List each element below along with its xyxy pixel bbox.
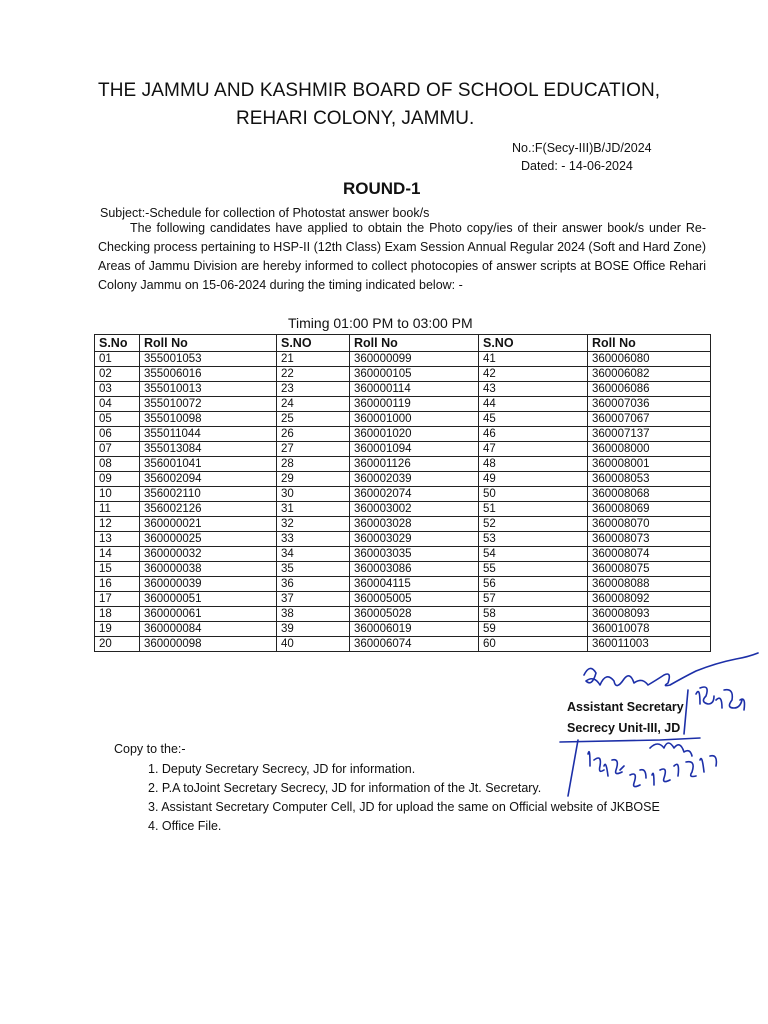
serial-number-cell: 18	[95, 607, 140, 622]
serial-number-cell: 26	[277, 427, 350, 442]
roll-number-cell: 360003028	[350, 517, 479, 532]
roll-number-cell: 360000032	[140, 547, 277, 562]
serial-number-cell: 58	[479, 607, 588, 622]
roll-number-cell: 360000038	[140, 562, 277, 577]
serial-number-cell: 08	[95, 457, 140, 472]
serial-number-cell: 40	[277, 637, 350, 652]
round-heading: ROUND-1	[343, 179, 421, 198]
roll-number-cell: 360001020	[350, 427, 479, 442]
column-header: Roll No	[588, 335, 711, 352]
serial-number-cell: 23	[277, 382, 350, 397]
serial-number-cell: 48	[479, 457, 588, 472]
serial-number-cell: 47	[479, 442, 588, 457]
roll-number-cell: 360006074	[350, 637, 479, 652]
column-header: Roll No	[140, 335, 277, 352]
roll-number-cell: 360006080	[588, 352, 711, 367]
serial-number-cell: 11	[95, 502, 140, 517]
roll-number-cell: 360000084	[140, 622, 277, 637]
serial-number-cell: 25	[277, 412, 350, 427]
roll-number-cell: 360011003	[588, 637, 711, 652]
roll-number-cell: 360008000	[588, 442, 711, 457]
roll-number-cell: 360006019	[350, 622, 479, 637]
roll-number-cell: 355010013	[140, 382, 277, 397]
roll-number-cell: 360008053	[588, 472, 711, 487]
roll-number-cell: 360008068	[588, 487, 711, 502]
serial-number-cell: 55	[479, 562, 588, 577]
roll-number-cell: 355006016	[140, 367, 277, 382]
roll-number-cell: 360004115	[350, 577, 479, 592]
roll-number-cell: 360008001	[588, 457, 711, 472]
roll-number-cell: 360007036	[588, 397, 711, 412]
roll-number-cell: 360003035	[350, 547, 479, 562]
serial-number-cell: 52	[479, 517, 588, 532]
roll-number-cell: 360006082	[588, 367, 711, 382]
roll-number-cell: 360000061	[140, 607, 277, 622]
roll-number-cell: 360006086	[588, 382, 711, 397]
serial-number-cell: 30	[277, 487, 350, 502]
serial-number-cell: 33	[277, 532, 350, 547]
signatory-unit: Secrecy Unit-III, JD	[567, 721, 681, 735]
serial-number-cell: 12	[95, 517, 140, 532]
serial-number-cell: 36	[277, 577, 350, 592]
serial-number-cell: 53	[479, 532, 588, 547]
roll-number-cell: 360008075	[588, 562, 711, 577]
serial-number-cell: 43	[479, 382, 588, 397]
column-header: S.NO	[479, 335, 588, 352]
roll-number-cell: 360005028	[350, 607, 479, 622]
serial-number-cell: 28	[277, 457, 350, 472]
serial-number-cell: 44	[479, 397, 588, 412]
serial-number-cell: 45	[479, 412, 588, 427]
board-name: THE JAMMU AND KASHMIR BOARD OF SCHOOL EDUCATION,	[98, 80, 661, 101]
roll-number-cell: 360003086	[350, 562, 479, 577]
roll-number-cell: 360007137	[588, 427, 711, 442]
serial-number-cell: 20	[95, 637, 140, 652]
list-item: 4. Office File.	[148, 819, 222, 833]
serial-number-cell: 17	[95, 592, 140, 607]
timing-line: Timing 01:00 PM to 03:00 PM	[288, 315, 473, 331]
roll-number-cell: 360000098	[140, 637, 277, 652]
issue-date: Dated: - 14-06-2024	[521, 159, 633, 173]
board-address: REHARI COLONY, JAMMU.	[236, 108, 475, 129]
roll-number-cell: 360000039	[140, 577, 277, 592]
serial-number-cell: 01	[95, 352, 140, 367]
serial-number-cell: 60	[479, 637, 588, 652]
signature-stroke	[584, 653, 758, 686]
roll-number-cell: 356002126	[140, 502, 277, 517]
serial-number-cell: 22	[277, 367, 350, 382]
roll-number-cell: 360008073	[588, 532, 711, 547]
serial-number-cell: 16	[95, 577, 140, 592]
roll-number-cell: 360010078	[588, 622, 711, 637]
roll-number-cell: 360008074	[588, 547, 711, 562]
roll-number-cell: 360000021	[140, 517, 277, 532]
roll-number-cell: 355010072	[140, 397, 277, 412]
subject-line: Subject:-Schedule for collection of Photostat answer book/s	[100, 206, 430, 220]
serial-number-cell: 49	[479, 472, 588, 487]
serial-number-cell: 05	[95, 412, 140, 427]
serial-number-cell: 03	[95, 382, 140, 397]
serial-number-cell: 21	[277, 352, 350, 367]
roll-number-cell: 360008093	[588, 607, 711, 622]
roll-number-cell: 360007067	[588, 412, 711, 427]
serial-number-cell: 41	[479, 352, 588, 367]
serial-number-cell: 27	[277, 442, 350, 457]
list-item: 3. Assistant Secretary Computer Cell, JD for upload the same on Official website of JKBOSE	[148, 800, 660, 814]
signature-stroke	[560, 738, 700, 742]
serial-number-cell: 32	[277, 517, 350, 532]
signature-stroke	[684, 687, 745, 734]
roll-number-cell: 360008092	[588, 592, 711, 607]
column-header: S.NO	[277, 335, 350, 352]
column-header: Roll No	[350, 335, 479, 352]
roll-number-cell: 356002110	[140, 487, 277, 502]
roll-number-cell: 360002074	[350, 487, 479, 502]
serial-number-cell: 35	[277, 562, 350, 577]
roll-number-cell: 355010098	[140, 412, 277, 427]
serial-number-cell: 39	[277, 622, 350, 637]
copy-to-heading: Copy to the:-	[114, 742, 186, 756]
roll-number-cell: 360000119	[350, 397, 479, 412]
roll-number-cell: 360002039	[350, 472, 479, 487]
serial-number-cell: 50	[479, 487, 588, 502]
roll-number-cell: 360000099	[350, 352, 479, 367]
serial-number-cell: 57	[479, 592, 588, 607]
roll-number-cell: 360000114	[350, 382, 479, 397]
serial-number-cell: 13	[95, 532, 140, 547]
serial-number-cell: 02	[95, 367, 140, 382]
list-item: 1. Deputy Secretary Secrecy, JD for information.	[148, 762, 416, 776]
serial-number-cell: 56	[479, 577, 588, 592]
roll-number-cell: 355013084	[140, 442, 277, 457]
roll-number-cell: 360008070	[588, 517, 711, 532]
serial-number-cell: 14	[95, 547, 140, 562]
serial-number-cell: 59	[479, 622, 588, 637]
serial-number-cell: 31	[277, 502, 350, 517]
serial-number-cell: 04	[95, 397, 140, 412]
roll-number-cell: 356002094	[140, 472, 277, 487]
roll-number-cell: 360001126	[350, 457, 479, 472]
signatory-title: Assistant Secretary	[567, 700, 684, 714]
serial-number-cell: 51	[479, 502, 588, 517]
roll-number-cell: 360000025	[140, 532, 277, 547]
roll-number-cell: 360000105	[350, 367, 479, 382]
signature-stroke	[652, 756, 716, 785]
roll-number-cell: 360008069	[588, 502, 711, 517]
serial-number-cell: 19	[95, 622, 140, 637]
signature-stroke	[568, 740, 646, 796]
serial-number-cell: 29	[277, 472, 350, 487]
reference-number: No.:F(Secy-III)B/JD/2024	[512, 141, 652, 155]
serial-number-cell: 10	[95, 487, 140, 502]
roll-number-cell: 356001041	[140, 457, 277, 472]
roll-number-cell: 360001094	[350, 442, 479, 457]
serial-number-cell: 09	[95, 472, 140, 487]
roll-number-cell: 360003002	[350, 502, 479, 517]
serial-number-cell: 46	[479, 427, 588, 442]
roll-number-cell: 360001000	[350, 412, 479, 427]
column-header: S.No	[95, 335, 140, 352]
roll-number-cell: 360003029	[350, 532, 479, 547]
roll-number-cell: 360000051	[140, 592, 277, 607]
serial-number-cell: 37	[277, 592, 350, 607]
serial-number-cell: 15	[95, 562, 140, 577]
serial-number-cell: 42	[479, 367, 588, 382]
roll-number-cell: 355001053	[140, 352, 277, 367]
serial-number-cell: 54	[479, 547, 588, 562]
roll-number-cell: 355011044	[140, 427, 277, 442]
roll-number-cell: 360005005	[350, 592, 479, 607]
body-paragraph: The following candidates have applied to obtain the Photo copy/ies of their answer book/s under Re-Checking process pertaining to HSP-II (12th Class) Exam Session Annual Regular 2024 (Soft and Hard Zone) Areas of Jammu Division are hereby informed to collect photocopies of answer scripts at BOSE Office Rehari Colony Jammu on 15-06-2024 during the timing indicated below: -	[98, 221, 706, 292]
serial-number-cell: 07	[95, 442, 140, 457]
serial-number-cell: 24	[277, 397, 350, 412]
signature-stroke	[650, 743, 692, 756]
serial-number-cell: 06	[95, 427, 140, 442]
roll-number-cell: 360008088	[588, 577, 711, 592]
serial-number-cell: 34	[277, 547, 350, 562]
list-item: 2. P.A toJoint Secretary Secrecy, JD for information of the Jt. Secretary.	[148, 781, 542, 795]
serial-number-cell: 38	[277, 607, 350, 622]
